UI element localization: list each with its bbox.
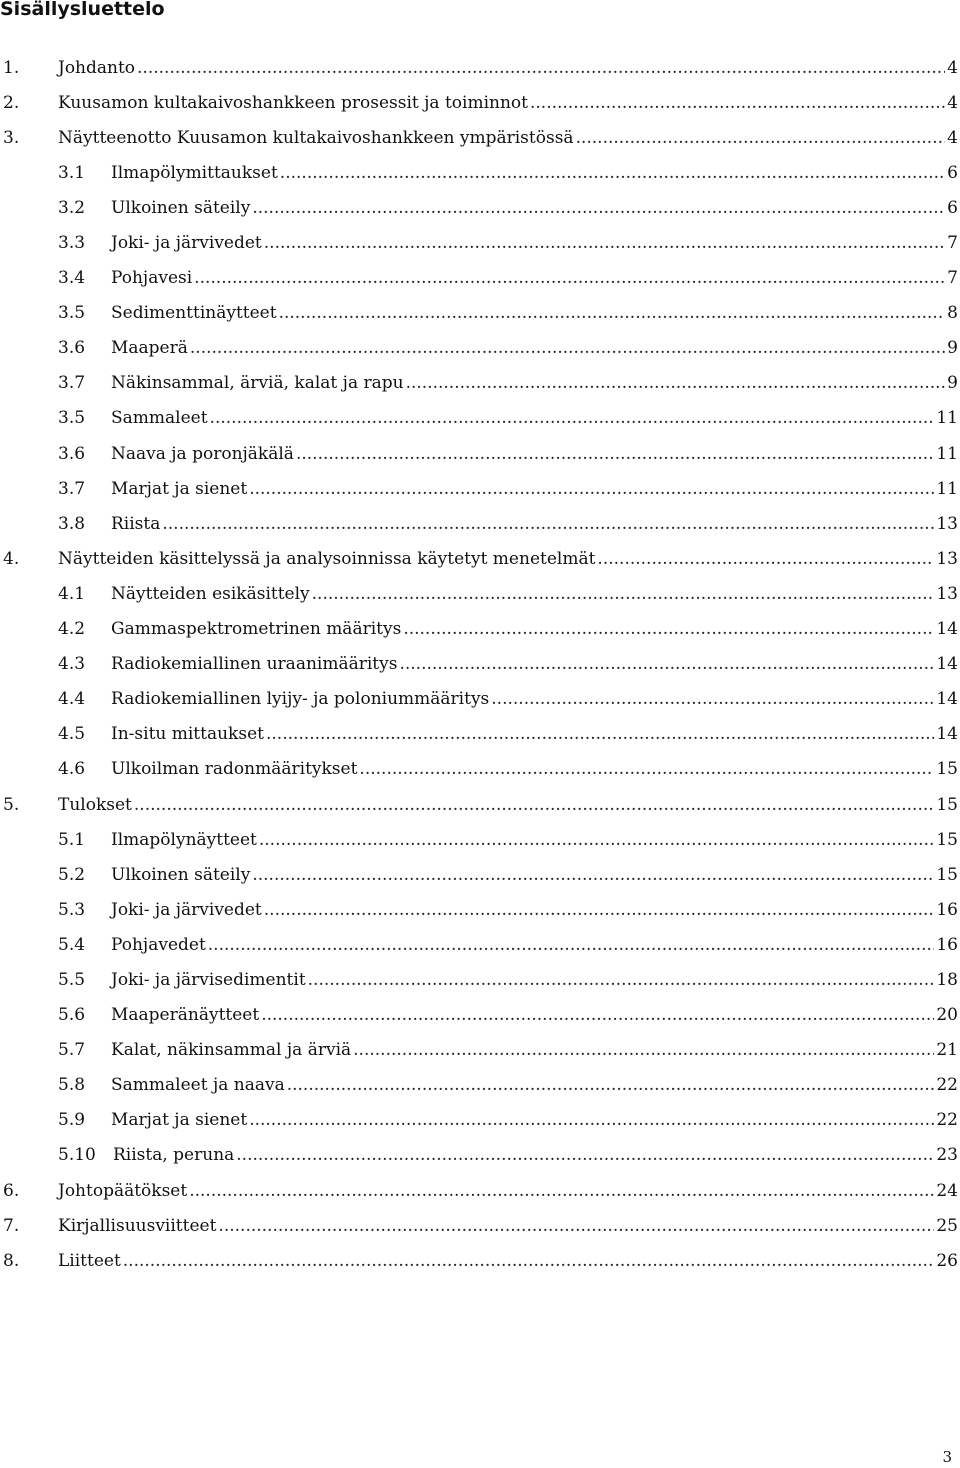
- toc-entry-label: Gammaspektrometrinen määritys: [111, 619, 402, 640]
- toc-entry-number: 5.1: [58, 829, 86, 850]
- dot-leader: [249, 479, 934, 499]
- toc-entry-page: 6: [947, 162, 958, 183]
- toc-entry-label: Marjat ja sienet: [111, 478, 248, 499]
- dot-leader: [123, 1251, 935, 1271]
- toc-entry[interactable]: [0, 436, 960, 471]
- toc-entry-page: 26: [936, 1250, 958, 1271]
- toc-entry[interactable]: [0, 998, 960, 1033]
- toc-entry-label: Sammaleet: [111, 408, 208, 429]
- toc-entry-number: 3.4: [58, 268, 86, 289]
- dot-leader: [359, 759, 934, 779]
- toc-entry-label: Pohjavesi: [111, 268, 193, 289]
- toc-entry-label: Liitteet: [58, 1250, 121, 1271]
- dot-leader: [218, 1216, 934, 1236]
- toc-entry-number: 7.: [3, 1215, 20, 1236]
- page-title: Sisällysluettelo: [0, 0, 165, 20]
- toc-entry-body: [111, 479, 960, 499]
- dot-leader: [210, 408, 935, 428]
- toc-entry-label: Joki- ja järvisedimentit: [111, 969, 306, 990]
- toc-entry-body: [111, 1040, 960, 1060]
- toc-entry-number: 5.4: [58, 934, 86, 955]
- dot-leader: [280, 163, 945, 183]
- toc-entry-body: [58, 795, 960, 815]
- toc-entry-page: 9: [947, 373, 958, 394]
- toc-entry-number: 6.: [3, 1180, 20, 1201]
- toc-entry-label: Kirjallisuusviitteet: [58, 1215, 217, 1236]
- toc-entry-number: 3.6: [58, 443, 86, 464]
- toc-entry-number: 5.7: [58, 1040, 86, 1061]
- dot-leader: [576, 128, 946, 148]
- toc-entry-body: [111, 865, 960, 885]
- toc-entry-page: 16: [936, 934, 958, 955]
- toc-entry-body: [111, 970, 960, 990]
- dot-leader: [353, 1040, 934, 1060]
- toc-entry[interactable]: [0, 962, 960, 997]
- toc-entry-number: 2.: [3, 92, 20, 113]
- toc-entry-page: 13: [936, 513, 958, 534]
- toc-entry-label: Kalat, näkinsammal ja ärviä: [111, 1040, 352, 1061]
- toc-entry-body: [111, 198, 960, 218]
- toc-entry-body: [111, 408, 960, 428]
- toc-entry-body: [111, 900, 960, 920]
- toc-entry-label: Sammaleet ja naava: [111, 1075, 285, 1096]
- toc-entry[interactable]: [0, 331, 960, 366]
- toc-entry[interactable]: [0, 155, 960, 190]
- toc-entry[interactable]: [0, 120, 960, 155]
- toc-entry[interactable]: [0, 471, 960, 506]
- dot-leader: [287, 1075, 935, 1095]
- toc-entry-page: 13: [936, 583, 958, 604]
- toc-entry-page: 25: [936, 1215, 958, 1236]
- dot-leader: [308, 970, 935, 990]
- toc-entry[interactable]: [0, 892, 960, 927]
- toc-entry[interactable]: [0, 752, 960, 787]
- toc-entry-page: 13: [936, 548, 958, 569]
- toc-entry-page: 11: [936, 478, 958, 499]
- toc-entry-label: Johtopäätökset: [58, 1180, 188, 1201]
- toc-entry[interactable]: [0, 717, 960, 752]
- toc-entry-number: 4.2: [58, 619, 86, 640]
- toc-entry-body: [111, 1110, 960, 1130]
- toc-entry-label: Sedimenttinäytteet: [111, 303, 277, 324]
- toc-entry-page: 7: [947, 268, 958, 289]
- toc-entry-body: [111, 514, 960, 534]
- dot-leader: [406, 373, 946, 393]
- toc-entry-body: [111, 233, 960, 253]
- toc-entry-number: 3.7: [58, 478, 86, 499]
- toc-entry[interactable]: [0, 1103, 960, 1138]
- toc-entry-label: Pohjavedet: [111, 934, 206, 955]
- toc-entry[interactable]: [0, 857, 960, 892]
- toc-entry-label: Ilmapölynäytteet: [111, 829, 257, 850]
- toc-entry-page: 14: [936, 689, 958, 710]
- toc-entry-label: Näytteiden käsittelyssä ja analysoinnissa käytetyt menetelmät: [58, 548, 596, 569]
- toc-entry-page: 15: [936, 864, 958, 885]
- toc-entry-body: [113, 1145, 960, 1165]
- toc-entry-body: [58, 58, 960, 78]
- toc-entry-number: 4.1: [58, 583, 86, 604]
- dot-leader: [264, 900, 935, 920]
- toc-entry[interactable]: [0, 541, 960, 576]
- dot-leader: [266, 724, 934, 744]
- dot-leader: [264, 233, 945, 253]
- toc-entry-number: 4.: [3, 548, 20, 569]
- toc-entry-body: [111, 1075, 960, 1095]
- toc-entry-label: Kuusamon kultakaivoshankkeen prosessit ja toiminnot: [58, 92, 528, 113]
- toc-entry-label: Radiokemiallinen lyijy- ja poloniummääritys: [111, 689, 490, 710]
- toc-entry-number: 4.5: [58, 724, 86, 745]
- toc-entry-label: Näkinsammal, ärviä, kalat ja rapu: [111, 373, 404, 394]
- toc-entry-number: 5.8: [58, 1075, 86, 1096]
- toc-entry[interactable]: [0, 612, 960, 647]
- toc-entry[interactable]: [0, 85, 960, 120]
- toc-entry-label: Joki- ja järvivedet: [111, 899, 262, 920]
- toc-entry[interactable]: [0, 787, 960, 822]
- toc-entry-body: [111, 724, 960, 744]
- toc-entry[interactable]: [0, 296, 960, 331]
- dot-leader: [399, 654, 934, 674]
- toc-entry[interactable]: [0, 261, 960, 296]
- toc-entry-number: 4.6: [58, 759, 86, 780]
- toc-entry-label: Joki- ja järvivedet: [111, 233, 262, 254]
- toc-entry-body: [111, 654, 960, 674]
- toc-entry-label: Maaperä: [111, 338, 188, 359]
- toc-entry-number: 5.5: [58, 969, 86, 990]
- toc-entry[interactable]: [0, 576, 960, 611]
- toc-entry-body: [58, 1251, 960, 1271]
- dot-leader: [194, 268, 945, 288]
- toc-entry-body: [111, 373, 960, 393]
- toc-entry-number: 5.3: [58, 899, 86, 920]
- toc-entry-page: 14: [936, 619, 958, 640]
- toc-entry-page: 15: [936, 794, 958, 815]
- toc-entry-page: 7: [947, 233, 958, 254]
- toc-entry-number: 3.: [3, 127, 20, 148]
- toc-entry-body: [111, 303, 960, 323]
- dot-leader: [137, 58, 945, 78]
- toc-entry-body: [111, 935, 960, 955]
- toc-entry-page: 24: [936, 1180, 958, 1201]
- toc-entry[interactable]: [0, 225, 960, 260]
- toc-entry-label: Johdanto: [58, 57, 136, 78]
- toc-entry[interactable]: [0, 1138, 960, 1173]
- dot-leader: [403, 619, 934, 639]
- toc-entry-number: 3.8: [58, 513, 86, 534]
- toc-entry-number: 3.6: [58, 338, 86, 359]
- toc-entry-number: 3.2: [58, 197, 86, 218]
- toc-entry-page: 23: [936, 1145, 958, 1166]
- toc-entry[interactable]: [0, 647, 960, 682]
- toc-entry-number: 5.10: [58, 1145, 96, 1166]
- toc-entry-body: [111, 268, 960, 288]
- toc-entry-body: [111, 1005, 960, 1025]
- toc-entry-page: 6: [947, 197, 958, 218]
- toc-entry-label: Näytteiden esikäsittely: [111, 583, 310, 604]
- toc-entry[interactable]: [0, 1033, 960, 1068]
- dot-leader: [252, 865, 934, 885]
- dot-leader: [236, 1145, 934, 1165]
- toc-entry-label: Riista: [111, 513, 161, 534]
- dot-leader: [530, 93, 945, 113]
- toc-entry[interactable]: [0, 366, 960, 401]
- toc-entry-body: [111, 689, 960, 709]
- toc-entry-number: 3.5: [58, 408, 86, 429]
- toc-entry[interactable]: [0, 1208, 960, 1243]
- dot-leader: [134, 795, 934, 815]
- toc-entry-body: [58, 1181, 960, 1201]
- toc-entry-number: 5.9: [58, 1110, 86, 1131]
- toc-entry[interactable]: [0, 1068, 960, 1103]
- toc-entry-number: 8.: [3, 1250, 20, 1271]
- toc-entry-number: 1.: [3, 57, 20, 78]
- toc-entry-number: 3.5: [58, 303, 86, 324]
- dot-leader: [189, 1181, 934, 1201]
- toc-entry-page: 14: [936, 724, 958, 745]
- toc-entry-label: Naava ja poronjäkälä: [111, 443, 294, 464]
- toc-entry-label: Radiokemiallinen uraanimääritys: [111, 654, 398, 675]
- toc-entry-number: 5.: [3, 794, 20, 815]
- toc-entry-body: [111, 584, 960, 604]
- dot-leader: [249, 1110, 934, 1130]
- toc-entry-label: In-situ mittaukset: [111, 724, 264, 745]
- dot-leader: [252, 198, 945, 218]
- dot-leader: [190, 338, 945, 358]
- toc-entry-page: 16: [936, 899, 958, 920]
- dot-leader: [279, 303, 946, 323]
- toc-entry[interactable]: [0, 506, 960, 541]
- toc-entry-page: 22: [936, 1110, 958, 1131]
- dot-leader: [491, 689, 934, 709]
- toc-entry[interactable]: [0, 682, 960, 717]
- toc-entry[interactable]: [0, 1173, 960, 1208]
- toc-entry-page: 18: [936, 969, 958, 990]
- toc-entry-page: 8: [947, 303, 958, 324]
- toc-entry-page: 20: [936, 1005, 958, 1026]
- toc-entry-body: [58, 93, 960, 113]
- dot-leader: [597, 549, 934, 569]
- toc-entry-label: Riista, peruna: [113, 1145, 235, 1166]
- toc-entry-page: 11: [936, 408, 958, 429]
- toc-entry-number: 4.4: [58, 689, 86, 710]
- toc-entry-body: [58, 128, 960, 148]
- toc-entry[interactable]: [0, 1243, 960, 1278]
- toc-entry-body: [111, 444, 960, 464]
- dot-leader: [312, 584, 935, 604]
- toc-entry[interactable]: [0, 190, 960, 225]
- toc-entry-page: 11: [936, 443, 958, 464]
- toc-entry-number: 3.7: [58, 373, 86, 394]
- toc-entry[interactable]: [0, 927, 960, 962]
- toc-entry-label: Ulkoinen säteily: [111, 197, 251, 218]
- toc-entry-body: [58, 1216, 960, 1236]
- toc-entry-page: 22: [936, 1075, 958, 1096]
- toc-entry-label: Maaperänäytteet: [111, 1005, 260, 1026]
- table-of-contents: [0, 50, 960, 1278]
- dot-leader: [261, 1005, 934, 1025]
- toc-entry-body: [111, 830, 960, 850]
- dot-leader: [259, 830, 934, 850]
- toc-entry-page: 4: [947, 127, 958, 148]
- dot-leader: [296, 444, 934, 464]
- dot-leader: [162, 514, 934, 534]
- toc-entry-page: 4: [947, 92, 958, 113]
- toc-entry-page: 15: [936, 759, 958, 780]
- toc-entry-body: [58, 549, 960, 569]
- toc-entry-page: 14: [936, 654, 958, 675]
- toc-entry-number: 3.1: [58, 162, 86, 183]
- toc-entry-body: [111, 619, 960, 639]
- toc-entry-label: Ulkoilman radonmääritykset: [111, 759, 358, 780]
- toc-entry-label: Ilmapölymittaukset: [111, 162, 278, 183]
- toc-entry-page: 9: [947, 338, 958, 359]
- toc-entry-body: [111, 338, 960, 358]
- page-number: 3: [942, 1448, 952, 1466]
- toc-entry-label: Tulokset: [58, 794, 132, 815]
- toc-entry-page: 4: [947, 57, 958, 78]
- toc-entry-number: 5.2: [58, 864, 86, 885]
- toc-entry[interactable]: [0, 822, 960, 857]
- dot-leader: [208, 935, 935, 955]
- toc-entry-label: Näytteenotto Kuusamon kultakaivoshankkeen ympäristössä: [58, 127, 574, 148]
- toc-entry-label: Ulkoinen säteily: [111, 864, 251, 885]
- toc-entry-number: 4.3: [58, 654, 86, 675]
- toc-entry-body: [111, 759, 960, 779]
- toc-entry-number: 5.6: [58, 1005, 86, 1026]
- toc-entry-page: 21: [936, 1040, 958, 1061]
- toc-entry-label: Marjat ja sienet: [111, 1110, 248, 1131]
- toc-entry-body: [111, 163, 960, 183]
- toc-entry[interactable]: [0, 50, 960, 85]
- toc-entry-number: 3.3: [58, 233, 86, 254]
- toc-entry[interactable]: [0, 401, 960, 436]
- toc-entry-page: 15: [936, 829, 958, 850]
